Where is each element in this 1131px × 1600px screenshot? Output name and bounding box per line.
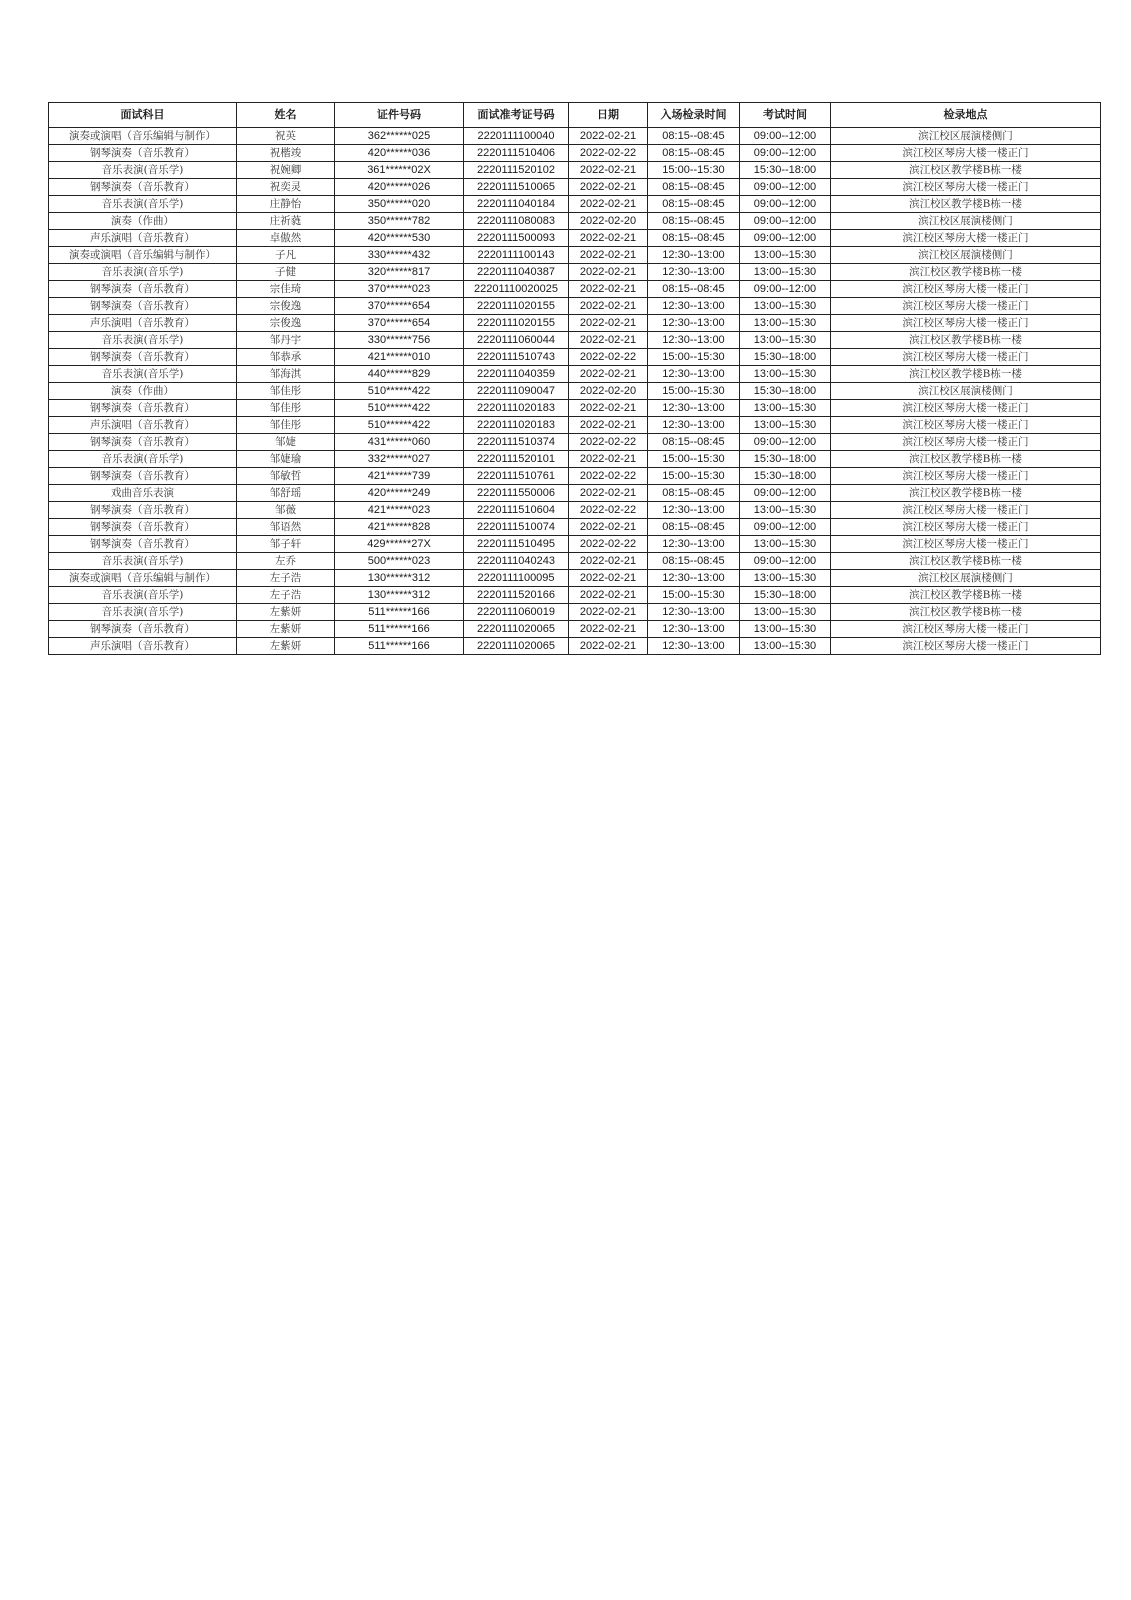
cell-checkin-location: 滨江校区展演楼侧门 (831, 570, 1101, 587)
cell-subject: 演奏（作曲） (49, 213, 237, 230)
cell-checkin-location: 滨江校区教学楼B栋一楼 (831, 604, 1101, 621)
cell-name: 左子浩 (237, 587, 335, 604)
cell-date: 2022-02-21 (569, 196, 648, 213)
cell-checkin-time: 12:30--13:00 (648, 604, 740, 621)
cell-id-number: 362******025 (335, 128, 464, 145)
cell-exam-time: 13:00--15:30 (740, 604, 831, 621)
cell-date: 2022-02-22 (569, 145, 648, 162)
cell-checkin-location: 滨江校区教学楼B栋一楼 (831, 485, 1101, 502)
cell-id-number: 350******020 (335, 196, 464, 213)
cell-checkin-location: 滨江校区展演楼侧门 (831, 247, 1101, 264)
cell-date: 2022-02-21 (569, 366, 648, 383)
cell-checkin-location: 滨江校区琴房大楼一楼正门 (831, 349, 1101, 366)
cell-exam-time: 15:30--18:00 (740, 451, 831, 468)
cell-checkin-time: 15:00--15:30 (648, 451, 740, 468)
cell-id-number: 421******010 (335, 349, 464, 366)
cell-admission-number: 2220111020155 (464, 298, 569, 315)
table-body (49, 128, 1101, 655)
table-row (49, 468, 1101, 485)
cell-subject: 音乐表演(音乐学) (49, 553, 237, 570)
cell-date: 2022-02-21 (569, 570, 648, 587)
cell-checkin-time: 15:00--15:30 (648, 349, 740, 366)
cell-id-number: 500******023 (335, 553, 464, 570)
cell-exam-time: 09:00--12:00 (740, 485, 831, 502)
cell-admission-number: 2220111080083 (464, 213, 569, 230)
cell-id-number: 320******817 (335, 264, 464, 281)
cell-name: 祝楷竣 (237, 145, 335, 162)
cell-admission-number: 2220111020155 (464, 315, 569, 332)
cell-exam-time: 09:00--12:00 (740, 179, 831, 196)
cell-name: 邹恭承 (237, 349, 335, 366)
cell-date: 2022-02-21 (569, 315, 648, 332)
cell-exam-time: 13:00--15:30 (740, 536, 831, 553)
cell-id-number: 511******166 (335, 621, 464, 638)
cell-checkin-time: 12:30--13:00 (648, 298, 740, 315)
cell-subject: 声乐演唱（音乐教育） (49, 638, 237, 655)
cell-name: 邹婕 (237, 434, 335, 451)
cell-checkin-time: 12:30--13:00 (648, 247, 740, 264)
cell-subject: 钢琴演奏（音乐教育） (49, 281, 237, 298)
cell-date: 2022-02-21 (569, 621, 648, 638)
table-row (49, 536, 1101, 553)
cell-id-number: 332******027 (335, 451, 464, 468)
cell-exam-time: 09:00--12:00 (740, 519, 831, 536)
cell-name: 邹佳彤 (237, 417, 335, 434)
cell-checkin-time: 08:15--08:45 (648, 281, 740, 298)
cell-date: 2022-02-21 (569, 264, 648, 281)
cell-checkin-time: 12:30--13:00 (648, 400, 740, 417)
cell-date: 2022-02-21 (569, 553, 648, 570)
header-exam-time: 考试时间 (740, 103, 831, 128)
cell-checkin-location: 滨江校区展演楼侧门 (831, 213, 1101, 230)
cell-admission-number: 2220111520101 (464, 451, 569, 468)
cell-id-number: 440******829 (335, 366, 464, 383)
table-row (49, 128, 1101, 145)
cell-checkin-location: 滨江校区教学楼B栋一楼 (831, 162, 1101, 179)
cell-subject: 钢琴演奏（音乐教育） (49, 400, 237, 417)
cell-checkin-time: 12:30--13:00 (648, 638, 740, 655)
cell-name: 子健 (237, 264, 335, 281)
table-row (49, 502, 1101, 519)
table-row (49, 604, 1101, 621)
cell-subject: 演奏（作曲） (49, 383, 237, 400)
cell-name: 邹婕瑜 (237, 451, 335, 468)
cell-checkin-time: 08:15--08:45 (648, 179, 740, 196)
cell-checkin-time: 15:00--15:30 (648, 162, 740, 179)
cell-checkin-location: 滨江校区琴房大楼一楼正门 (831, 230, 1101, 247)
cell-name: 左乔 (237, 553, 335, 570)
cell-subject: 音乐表演(音乐学) (49, 604, 237, 621)
cell-checkin-location: 滨江校区教学楼B栋一楼 (831, 196, 1101, 213)
header-checkin-location: 检录地点 (831, 103, 1101, 128)
cell-subject: 钢琴演奏（音乐教育） (49, 519, 237, 536)
cell-name: 左子浩 (237, 570, 335, 587)
table-row (49, 587, 1101, 604)
cell-date: 2022-02-22 (569, 349, 648, 366)
cell-admission-number: 2220111510406 (464, 145, 569, 162)
cell-admission-number: 2220111100040 (464, 128, 569, 145)
cell-checkin-time: 12:30--13:00 (648, 536, 740, 553)
table-row (49, 519, 1101, 536)
cell-subject: 钢琴演奏（音乐教育） (49, 179, 237, 196)
cell-subject: 钢琴演奏（音乐教育） (49, 502, 237, 519)
cell-exam-time: 09:00--12:00 (740, 196, 831, 213)
table-row (49, 230, 1101, 247)
header-subject: 面试科目 (49, 103, 237, 128)
table-row (49, 162, 1101, 179)
cell-admission-number: 2220111090047 (464, 383, 569, 400)
table-row (49, 264, 1101, 281)
cell-exam-time: 13:00--15:30 (740, 570, 831, 587)
cell-exam-time: 13:00--15:30 (740, 502, 831, 519)
cell-admission-number: 2220111060044 (464, 332, 569, 349)
cell-checkin-location: 滨江校区教学楼B栋一楼 (831, 366, 1101, 383)
table-row (49, 383, 1101, 400)
cell-admission-number: 2220111510761 (464, 468, 569, 485)
cell-exam-time: 09:00--12:00 (740, 553, 831, 570)
table-row (49, 553, 1101, 570)
cell-date: 2022-02-21 (569, 400, 648, 417)
cell-exam-time: 15:30--18:00 (740, 349, 831, 366)
cell-subject: 声乐演唱（音乐教育） (49, 315, 237, 332)
table-row (49, 247, 1101, 264)
cell-checkin-location: 滨江校区琴房大楼一楼正门 (831, 621, 1101, 638)
cell-subject: 钢琴演奏（音乐教育） (49, 434, 237, 451)
cell-date: 2022-02-21 (569, 485, 648, 502)
cell-exam-time: 15:30--18:00 (740, 587, 831, 604)
cell-checkin-location: 滨江校区琴房大楼一楼正门 (831, 638, 1101, 655)
cell-admission-number: 2220111510065 (464, 179, 569, 196)
cell-id-number: 510******422 (335, 400, 464, 417)
cell-subject: 演奏或演唱（音乐编辑与制作） (49, 570, 237, 587)
cell-admission-number: 2220111510743 (464, 349, 569, 366)
cell-date: 2022-02-21 (569, 587, 648, 604)
cell-date: 2022-02-22 (569, 536, 648, 553)
cell-checkin-location: 滨江校区琴房大楼一楼正门 (831, 315, 1101, 332)
table-row (49, 145, 1101, 162)
header-name: 姓名 (237, 103, 335, 128)
cell-checkin-time: 08:15--08:45 (648, 230, 740, 247)
cell-admission-number: 2220111520166 (464, 587, 569, 604)
cell-checkin-time: 12:30--13:00 (648, 315, 740, 332)
cell-checkin-time: 15:00--15:30 (648, 468, 740, 485)
cell-id-number: 511******166 (335, 604, 464, 621)
cell-admission-number: 2220111020183 (464, 400, 569, 417)
cell-name: 宗俊逸 (237, 315, 335, 332)
cell-admission-number: 2220111040243 (464, 553, 569, 570)
cell-exam-time: 09:00--12:00 (740, 213, 831, 230)
cell-subject: 钢琴演奏（音乐教育） (49, 145, 237, 162)
cell-name: 邹丹宇 (237, 332, 335, 349)
table-row (49, 417, 1101, 434)
cell-checkin-time: 15:00--15:30 (648, 383, 740, 400)
cell-date: 2022-02-21 (569, 179, 648, 196)
cell-checkin-time: 12:30--13:00 (648, 417, 740, 434)
exam-schedule-sheet (48, 102, 1100, 655)
cell-date: 2022-02-21 (569, 247, 648, 264)
cell-subject: 音乐表演(音乐学) (49, 162, 237, 179)
cell-checkin-location: 滨江校区琴房大楼一楼正门 (831, 468, 1101, 485)
cell-exam-time: 13:00--15:30 (740, 621, 831, 638)
cell-admission-number: 2220111500093 (464, 230, 569, 247)
cell-date: 2022-02-21 (569, 230, 648, 247)
header-date: 日期 (569, 103, 648, 128)
cell-name: 子凡 (237, 247, 335, 264)
cell-checkin-location: 滨江校区展演楼侧门 (831, 383, 1101, 400)
cell-date: 2022-02-20 (569, 213, 648, 230)
cell-subject: 音乐表演(音乐学) (49, 366, 237, 383)
table-row (49, 315, 1101, 332)
table-row (49, 621, 1101, 638)
cell-admission-number: 2220111100095 (464, 570, 569, 587)
cell-name: 邹海淇 (237, 366, 335, 383)
cell-date: 2022-02-22 (569, 502, 648, 519)
cell-id-number: 420******036 (335, 145, 464, 162)
header-id-number: 证件号码 (335, 103, 464, 128)
cell-checkin-location: 滨江校区展演楼侧门 (831, 128, 1101, 145)
cell-date: 2022-02-21 (569, 604, 648, 621)
cell-subject: 音乐表演(音乐学) (49, 196, 237, 213)
cell-checkin-location: 滨江校区琴房大楼一楼正门 (831, 519, 1101, 536)
cell-name: 庄祈蕤 (237, 213, 335, 230)
cell-admission-number: 2220111520102 (464, 162, 569, 179)
cell-checkin-time: 08:15--08:45 (648, 434, 740, 451)
cell-name: 邹舒瑶 (237, 485, 335, 502)
header-checkin-time: 入场检录时间 (648, 103, 740, 128)
cell-checkin-location: 滨江校区琴房大楼一楼正门 (831, 298, 1101, 315)
cell-checkin-time: 08:15--08:45 (648, 213, 740, 230)
cell-id-number: 420******026 (335, 179, 464, 196)
cell-checkin-time: 08:15--08:45 (648, 196, 740, 213)
table-row (49, 196, 1101, 213)
cell-name: 庄静怡 (237, 196, 335, 213)
cell-id-number: 420******249 (335, 485, 464, 502)
cell-date: 2022-02-21 (569, 128, 648, 145)
cell-checkin-time: 12:30--13:00 (648, 502, 740, 519)
cell-date: 2022-02-22 (569, 434, 648, 451)
cell-subject: 戏曲音乐表演 (49, 485, 237, 502)
header-row (49, 103, 1101, 128)
cell-admission-number: 2220111020065 (464, 638, 569, 655)
cell-id-number: 421******828 (335, 519, 464, 536)
cell-subject: 钢琴演奏（音乐教育） (49, 349, 237, 366)
cell-date: 2022-02-21 (569, 298, 648, 315)
cell-exam-time: 09:00--12:00 (740, 230, 831, 247)
table-row (49, 570, 1101, 587)
cell-id-number: 361******02X (335, 162, 464, 179)
cell-exam-time: 15:30--18:00 (740, 468, 831, 485)
cell-name: 祝英 (237, 128, 335, 145)
cell-checkin-time: 08:15--08:45 (648, 145, 740, 162)
cell-subject: 钢琴演奏（音乐教育） (49, 298, 237, 315)
cell-admission-number: 2220111510074 (464, 519, 569, 536)
cell-id-number: 350******782 (335, 213, 464, 230)
cell-exam-time: 13:00--15:30 (740, 298, 831, 315)
header-admission-number: 面试准考证号码 (464, 103, 569, 128)
cell-exam-time: 09:00--12:00 (740, 281, 831, 298)
cell-id-number: 370******654 (335, 315, 464, 332)
table-row (49, 349, 1101, 366)
cell-date: 2022-02-22 (569, 468, 648, 485)
cell-checkin-time: 08:15--08:45 (648, 553, 740, 570)
table-header (49, 103, 1101, 128)
cell-subject: 演奏或演唱（音乐编辑与制作） (49, 128, 237, 145)
cell-exam-time: 09:00--12:00 (740, 145, 831, 162)
cell-admission-number: 2220111510495 (464, 536, 569, 553)
cell-checkin-location: 滨江校区教学楼B栋一楼 (831, 451, 1101, 468)
cell-name: 卓傲然 (237, 230, 335, 247)
cell-checkin-time: 12:30--13:00 (648, 570, 740, 587)
cell-exam-time: 13:00--15:30 (740, 366, 831, 383)
cell-name: 宗佳琦 (237, 281, 335, 298)
cell-id-number: 130******312 (335, 587, 464, 604)
cell-checkin-location: 滨江校区琴房大楼一楼正门 (831, 502, 1101, 519)
cell-subject: 音乐表演(音乐学) (49, 451, 237, 468)
cell-checkin-location: 滨江校区教学楼B栋一楼 (831, 587, 1101, 604)
cell-checkin-location: 滨江校区教学楼B栋一楼 (831, 332, 1101, 349)
cell-date: 2022-02-21 (569, 519, 648, 536)
cell-exam-time: 09:00--12:00 (740, 128, 831, 145)
cell-exam-time: 13:00--15:30 (740, 417, 831, 434)
cell-checkin-time: 12:30--13:00 (648, 264, 740, 281)
cell-checkin-location: 滨江校区教学楼B栋一楼 (831, 264, 1101, 281)
cell-id-number: 510******422 (335, 417, 464, 434)
cell-id-number: 330******756 (335, 332, 464, 349)
cell-exam-time: 13:00--15:30 (740, 332, 831, 349)
cell-id-number: 510******422 (335, 383, 464, 400)
cell-checkin-location: 滨江校区琴房大楼一楼正门 (831, 536, 1101, 553)
table-row (49, 213, 1101, 230)
table-row (49, 451, 1101, 468)
cell-name: 邹子轩 (237, 536, 335, 553)
cell-subject: 声乐演唱（音乐教育） (49, 230, 237, 247)
cell-exam-time: 15:30--18:00 (740, 162, 831, 179)
cell-checkin-location: 滨江校区琴房大楼一楼正门 (831, 400, 1101, 417)
cell-admission-number: 2220111040184 (464, 196, 569, 213)
cell-checkin-time: 08:15--08:45 (648, 519, 740, 536)
cell-id-number: 420******530 (335, 230, 464, 247)
cell-exam-time: 13:00--15:30 (740, 315, 831, 332)
cell-checkin-time: 12:30--13:00 (648, 332, 740, 349)
cell-id-number: 421******739 (335, 468, 464, 485)
cell-checkin-location: 滨江校区琴房大楼一楼正门 (831, 281, 1101, 298)
cell-id-number: 511******166 (335, 638, 464, 655)
cell-date: 2022-02-21 (569, 162, 648, 179)
table-row (49, 400, 1101, 417)
cell-admission-number: 2220111510604 (464, 502, 569, 519)
cell-subject: 钢琴演奏（音乐教育） (49, 468, 237, 485)
cell-id-number: 370******023 (335, 281, 464, 298)
cell-checkin-time: 08:15--08:45 (648, 128, 740, 145)
exam-schedule-table (48, 102, 1101, 655)
cell-checkin-time: 15:00--15:30 (648, 587, 740, 604)
cell-admission-number: 2220111040387 (464, 264, 569, 281)
cell-checkin-time: 08:15--08:45 (648, 485, 740, 502)
table-row (49, 332, 1101, 349)
table-row (49, 485, 1101, 502)
cell-name: 邹薇 (237, 502, 335, 519)
cell-id-number: 421******023 (335, 502, 464, 519)
cell-checkin-time: 12:30--13:00 (648, 366, 740, 383)
cell-id-number: 130******312 (335, 570, 464, 587)
cell-exam-time: 13:00--15:30 (740, 638, 831, 655)
cell-checkin-location: 滨江校区琴房大楼一楼正门 (831, 434, 1101, 451)
cell-name: 邹佳彤 (237, 383, 335, 400)
cell-subject: 声乐演唱（音乐教育） (49, 417, 237, 434)
cell-exam-time: 09:00--12:00 (740, 434, 831, 451)
cell-admission-number: 22201110020025 (464, 281, 569, 298)
cell-subject: 音乐表演(音乐学) (49, 332, 237, 349)
cell-checkin-location: 滨江校区琴房大楼一楼正门 (831, 417, 1101, 434)
cell-date: 2022-02-21 (569, 281, 648, 298)
table-row (49, 281, 1101, 298)
cell-exam-time: 15:30--18:00 (740, 383, 831, 400)
cell-name: 祝奕灵 (237, 179, 335, 196)
cell-subject: 音乐表演(音乐学) (49, 587, 237, 604)
cell-exam-time: 13:00--15:30 (740, 400, 831, 417)
cell-date: 2022-02-21 (569, 332, 648, 349)
cell-date: 2022-02-21 (569, 417, 648, 434)
cell-checkin-location: 滨江校区琴房大楼一楼正门 (831, 145, 1101, 162)
cell-date: 2022-02-20 (569, 383, 648, 400)
cell-admission-number: 2220111040359 (464, 366, 569, 383)
table-row (49, 298, 1101, 315)
cell-id-number: 330******432 (335, 247, 464, 264)
cell-subject: 钢琴演奏（音乐教育） (49, 621, 237, 638)
cell-date: 2022-02-21 (569, 451, 648, 468)
cell-admission-number: 2220111060019 (464, 604, 569, 621)
cell-name: 祝婉卿 (237, 162, 335, 179)
cell-name: 邹敏哲 (237, 468, 335, 485)
table-row (49, 434, 1101, 451)
cell-checkin-time: 12:30--13:00 (648, 621, 740, 638)
cell-checkin-location: 滨江校区教学楼B栋一楼 (831, 553, 1101, 570)
cell-admission-number: 2220111550006 (464, 485, 569, 502)
cell-subject: 音乐表演(音乐学) (49, 264, 237, 281)
cell-name: 左紫妍 (237, 604, 335, 621)
cell-subject: 钢琴演奏（音乐教育） (49, 536, 237, 553)
cell-exam-time: 13:00--15:30 (740, 247, 831, 264)
cell-id-number: 431******060 (335, 434, 464, 451)
cell-name: 邹佳彤 (237, 400, 335, 417)
cell-id-number: 429******27X (335, 536, 464, 553)
cell-checkin-location: 滨江校区琴房大楼一楼正门 (831, 179, 1101, 196)
cell-name: 左紫妍 (237, 638, 335, 655)
table-row (49, 638, 1101, 655)
cell-subject: 演奏或演唱（音乐编辑与制作） (49, 247, 237, 264)
cell-exam-time: 13:00--15:30 (740, 264, 831, 281)
cell-name: 邹语然 (237, 519, 335, 536)
cell-admission-number: 2220111020183 (464, 417, 569, 434)
table-row (49, 179, 1101, 196)
table-row (49, 366, 1101, 383)
cell-admission-number: 2220111510374 (464, 434, 569, 451)
cell-name: 宗俊逸 (237, 298, 335, 315)
cell-admission-number: 2220111020065 (464, 621, 569, 638)
cell-date: 2022-02-21 (569, 638, 648, 655)
cell-admission-number: 2220111100143 (464, 247, 569, 264)
cell-name: 左紫妍 (237, 621, 335, 638)
cell-id-number: 370******654 (335, 298, 464, 315)
